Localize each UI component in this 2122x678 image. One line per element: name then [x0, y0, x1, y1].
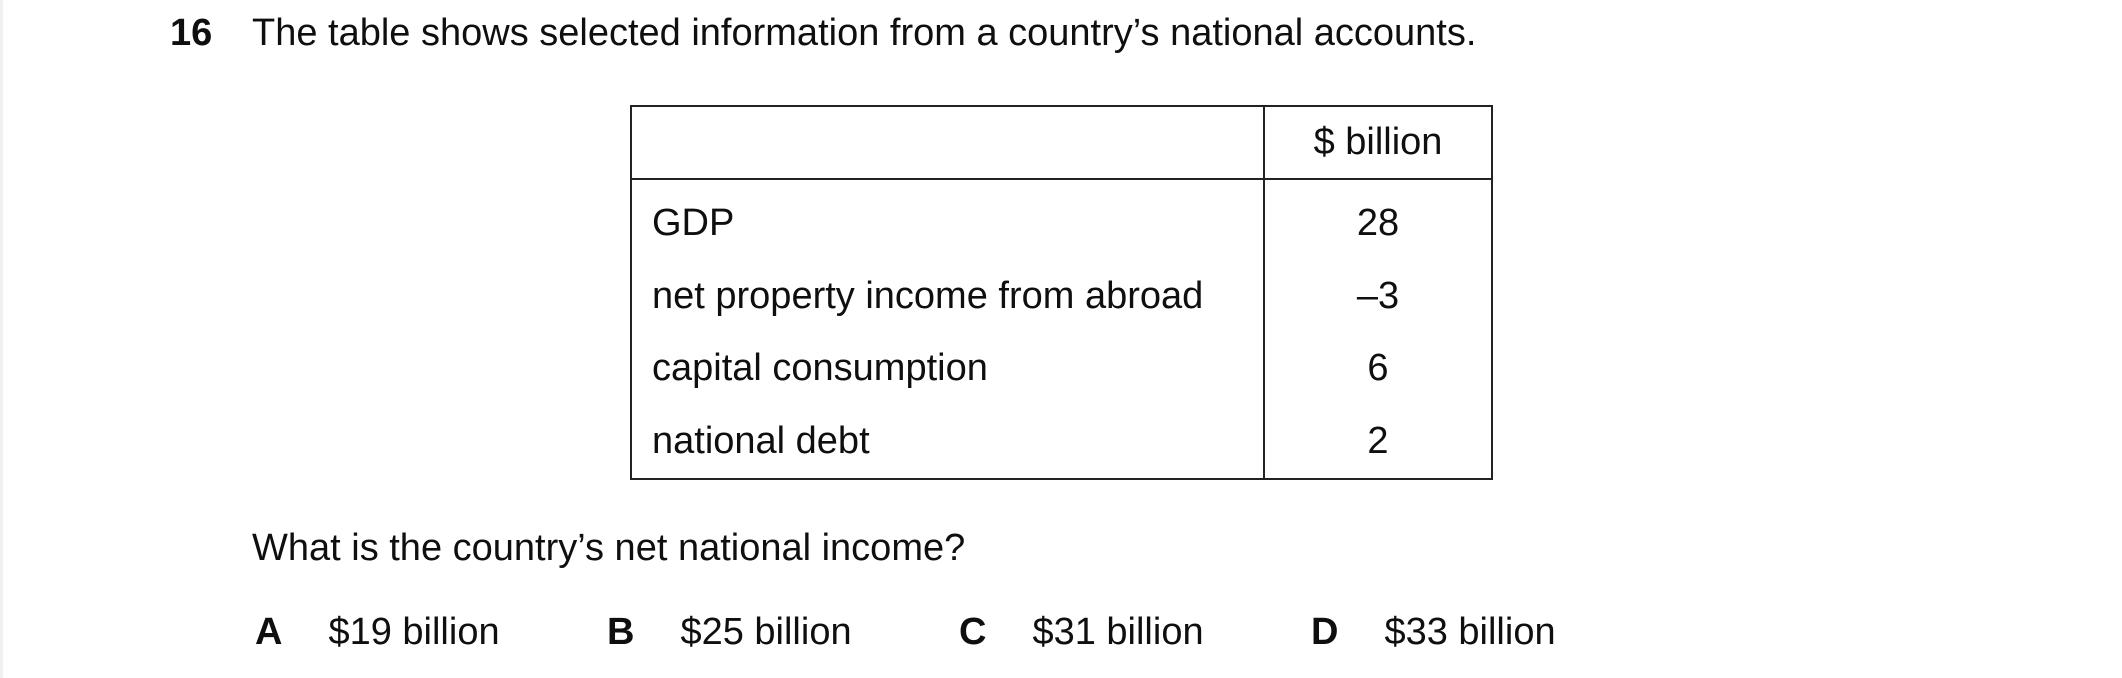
table-header-row [632, 107, 1491, 180]
answer-option-d [1311, 611, 1556, 655]
table-row-label: capital consumption [652, 347, 988, 390]
option-value: $25 billion [680, 611, 852, 653]
option-letter: D [1311, 611, 1339, 653]
national-accounts-table [630, 105, 1493, 480]
question-number: 16 [170, 12, 213, 54]
table-row-value: 28 [1356, 202, 1400, 245]
table-row-value: 6 [1367, 347, 1389, 390]
table-body [632, 180, 1491, 478]
question-sub-prompt: What is the country’s net national income? [252, 527, 966, 569]
table-header-empty-cell [632, 107, 1265, 178]
table-row-value: 2 [1367, 419, 1389, 462]
page-scan-edge [0, 0, 3, 678]
table-row-label: national debt [652, 419, 870, 462]
answer-option-a [255, 611, 500, 655]
table-value-column [1265, 180, 1491, 478]
option-value: $33 billion [1384, 611, 1556, 653]
option-letter: B [607, 611, 635, 653]
answer-option-b [607, 611, 852, 655]
option-value: $19 billion [328, 611, 500, 653]
table-row-value: –3 [1356, 274, 1400, 317]
option-value: $31 billion [1032, 611, 1204, 653]
option-letter: C [959, 611, 987, 653]
table-header-value-cell: $ billion [1313, 120, 1443, 163]
table-row-label: GDP [652, 202, 735, 245]
answer-option-c [959, 611, 1204, 655]
table-label-column [632, 180, 1265, 478]
table-row-label: net property income from abroad [652, 274, 1204, 317]
question-prompt: The table shows selected information from a country’s national accounts. [252, 12, 1477, 54]
option-letter: A [255, 611, 283, 653]
